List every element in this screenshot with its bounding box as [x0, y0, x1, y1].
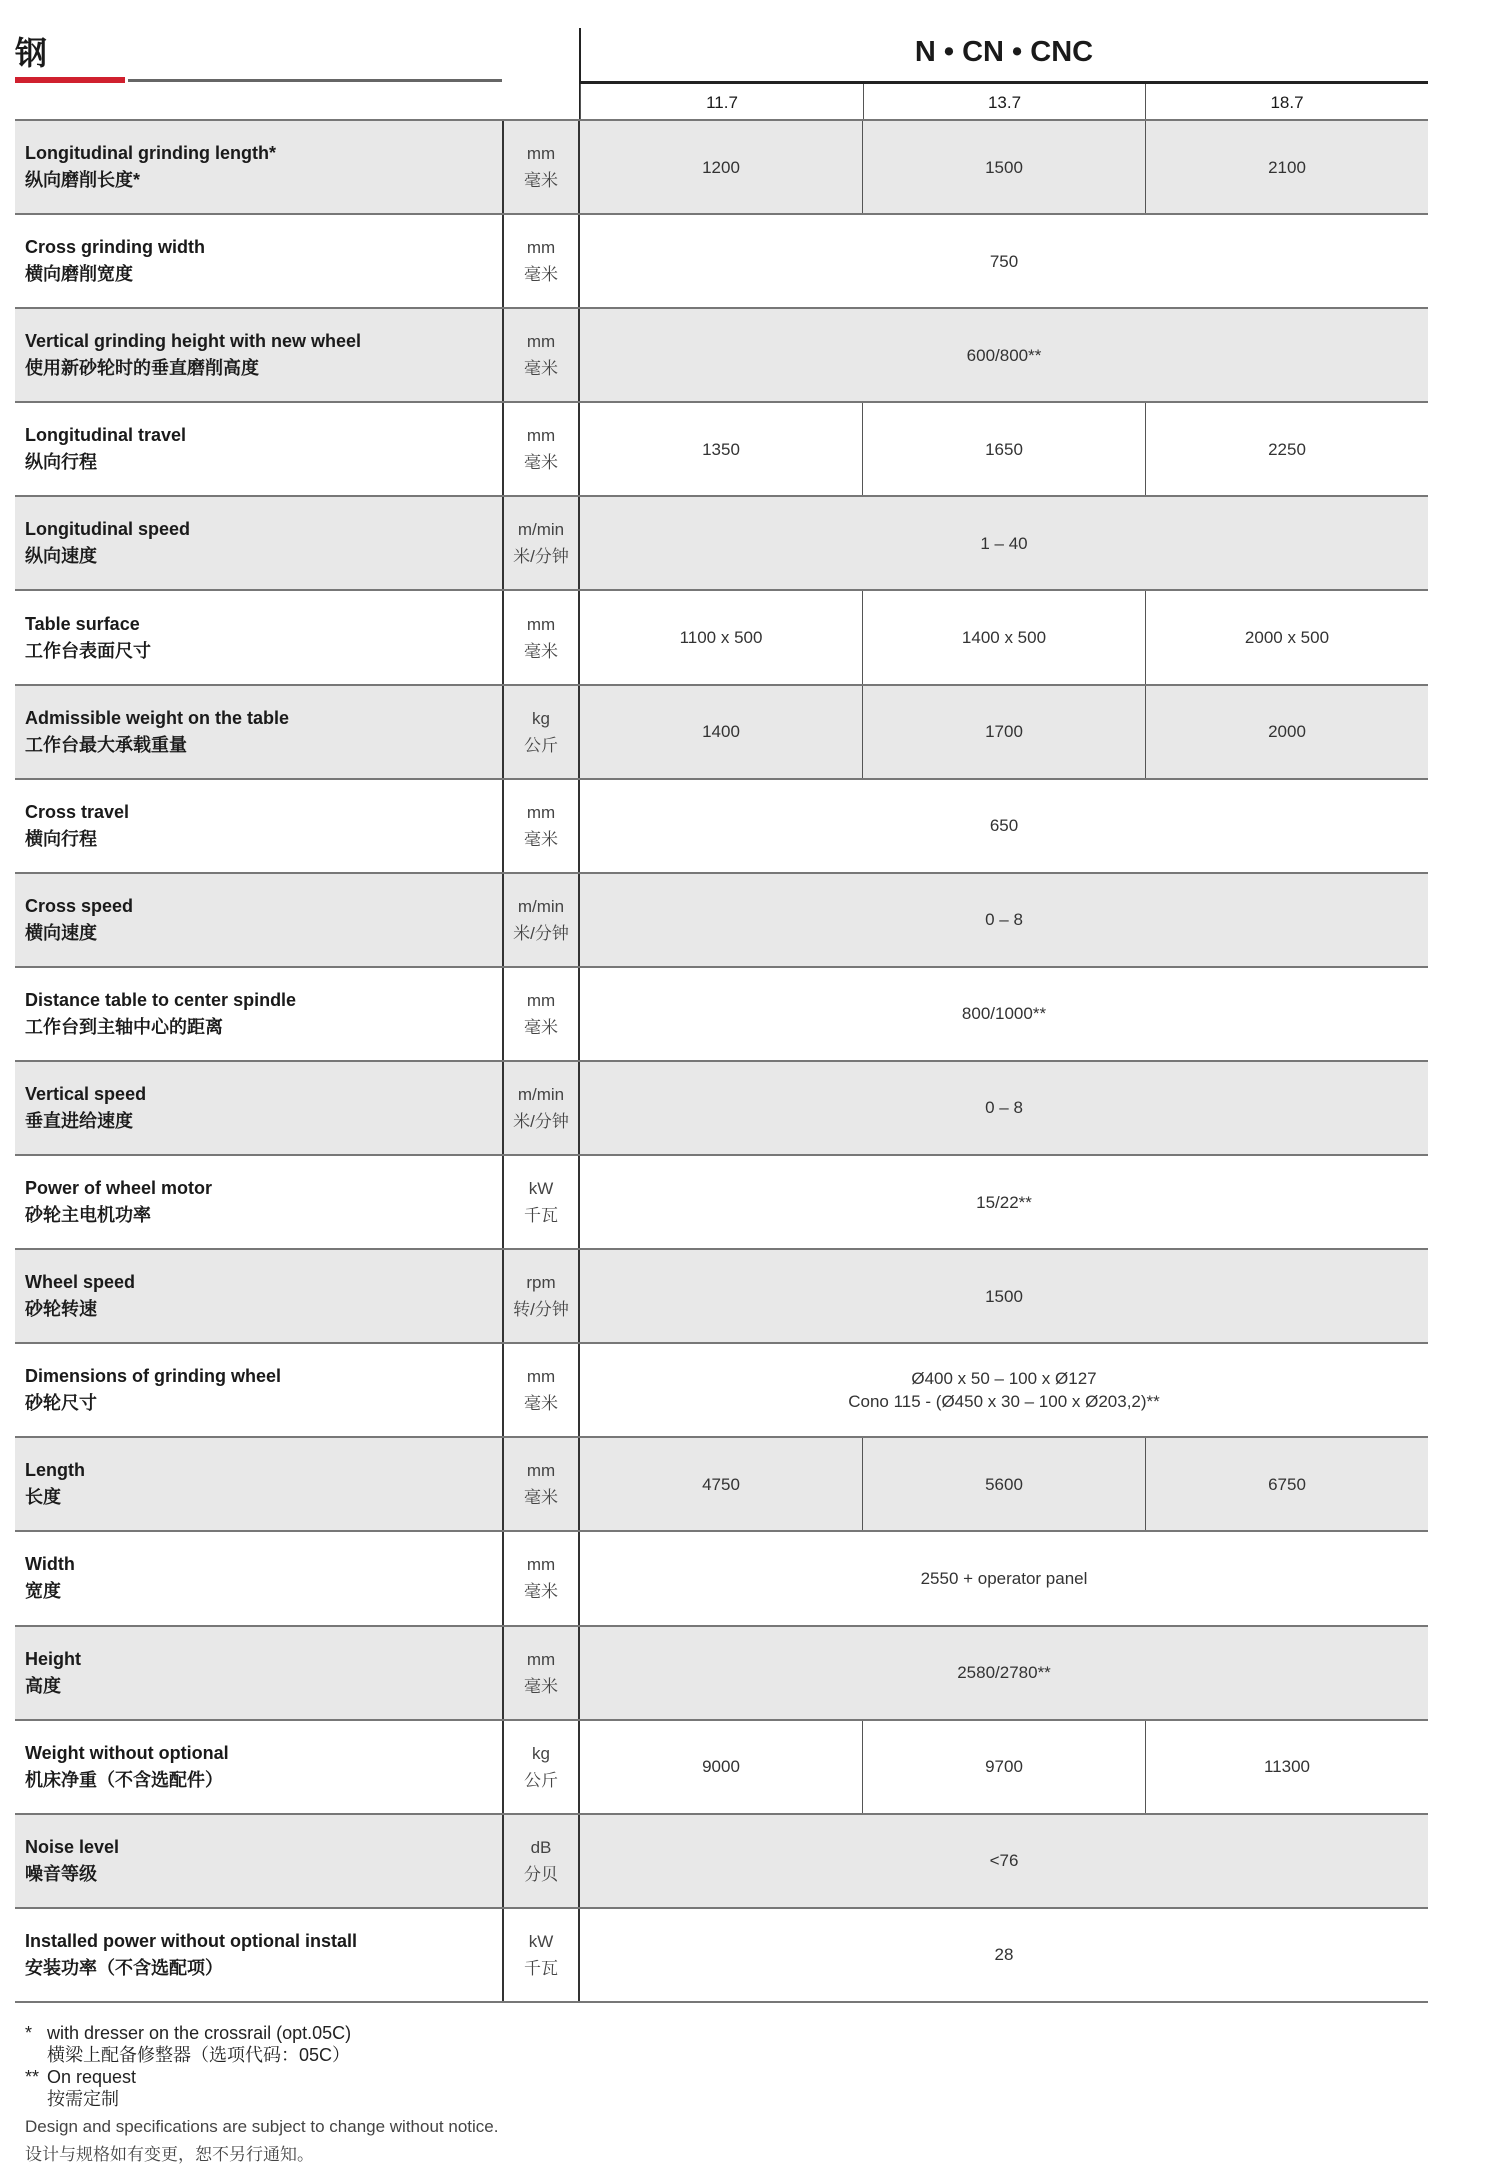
spec-values	[580, 309, 1428, 401]
table-row	[15, 1156, 1428, 1250]
spec-values	[580, 1532, 1428, 1624]
unit-en: mm	[526, 1461, 556, 1481]
table-row	[15, 215, 1428, 309]
unit-en: m/min	[517, 1084, 565, 1104]
footnote-text: 横梁上配备修整器（选项代码：05C）	[47, 2045, 351, 2065]
table-row	[15, 968, 1428, 1062]
unit-zh: 转/分钟	[513, 1300, 569, 1320]
spec-label-zh: 工作台到主轴中心的距离	[25, 1016, 223, 1037]
unit-en: mm	[526, 426, 556, 446]
spec-values	[580, 1721, 1428, 1813]
unit-zh: 毫米	[524, 1017, 558, 1037]
table-row	[15, 1532, 1428, 1626]
spec-label-en: Noise level	[25, 1836, 120, 1857]
spec-value: 11300	[1145, 1721, 1428, 1813]
spec-label-en: Power of wheel motor	[25, 1178, 213, 1199]
spec-value: 15/22**	[976, 1192, 1032, 1212]
spec-values	[580, 591, 1428, 683]
spec-unit	[502, 1627, 580, 1719]
unit-zh: 毫米	[524, 1676, 558, 1696]
spec-label	[15, 1062, 502, 1154]
spec-unit	[502, 121, 580, 213]
unit-zh: 公斤	[524, 1770, 558, 1790]
spec-label	[15, 1156, 502, 1248]
spec-label-zh: 长度	[25, 1487, 61, 1508]
spec-value: 1350	[702, 439, 740, 459]
spec-value: 1200	[702, 157, 740, 177]
spec-value: 2580/2780**	[957, 1663, 1051, 1683]
spec-label-en: Length	[25, 1460, 85, 1481]
title-accent-bar	[15, 77, 125, 83]
unit-en: kg	[532, 1743, 550, 1763]
spec-unit	[502, 1250, 580, 1342]
table-row	[15, 874, 1428, 968]
spec-value: 2250	[1145, 403, 1428, 495]
spec-label-zh: 纵向行程	[25, 452, 97, 473]
disclaimer-zh: 设计与规格如有变更，恕不另行通知。	[25, 2145, 314, 2164]
table-row	[15, 1721, 1428, 1815]
spec-unit	[502, 874, 580, 966]
spec-label-zh: 垂直进给速度	[25, 1110, 133, 1131]
spec-label-zh: 纵向速度	[25, 546, 97, 567]
spec-unit	[502, 403, 580, 495]
unit-zh: 米/分钟	[513, 547, 569, 567]
spec-label	[15, 403, 502, 495]
spec-label	[15, 497, 502, 589]
unit-en: mm	[526, 1649, 556, 1669]
spec-unit	[502, 1156, 580, 1248]
unit-en: mm	[526, 990, 556, 1010]
model-column-header: 18.7	[1145, 84, 1428, 121]
spec-label-en: Dimensions of grinding wheel	[25, 1366, 282, 1387]
footnotes	[25, 2022, 498, 2166]
table-row	[15, 497, 1428, 591]
unit-en: mm	[526, 614, 556, 634]
spec-label-en: Width	[25, 1554, 75, 1575]
spec-label-zh: 横向行程	[25, 828, 97, 849]
spec-unit	[502, 780, 580, 872]
spec-label-zh: 噪音等级	[25, 1863, 97, 1884]
unit-zh: 米/分钟	[513, 923, 569, 943]
unit-en: mm	[526, 1555, 556, 1575]
spec-unit	[502, 1721, 580, 1813]
spec-label	[15, 780, 502, 872]
unit-en: mm	[526, 332, 556, 352]
footnote-text: 按需定制	[47, 2089, 119, 2109]
spec-value: 1 – 40	[980, 533, 1028, 553]
spec-values	[580, 968, 1428, 1060]
spec-label-zh: 砂轮转速	[25, 1299, 97, 1320]
spec-value: 4750	[702, 1474, 740, 1494]
spec-unit	[502, 1062, 580, 1154]
spec-values	[580, 1815, 1428, 1907]
spec-label	[15, 121, 502, 213]
spec-label-en: Cross grinding width	[25, 237, 205, 258]
unit-zh: 毫米	[524, 359, 558, 379]
spec-value: 1700	[862, 686, 1145, 778]
table-row	[15, 121, 1428, 215]
spec-label-en: Vertical grinding height with new wheel	[25, 331, 362, 352]
spec-values	[580, 1156, 1428, 1248]
spec-label	[15, 1532, 502, 1624]
spec-values	[580, 874, 1428, 966]
unit-en: mm	[526, 238, 556, 258]
spec-value: 600/800**	[966, 345, 1042, 365]
spec-value: 650	[989, 816, 1019, 836]
spec-values	[580, 1062, 1428, 1154]
unit-zh: 毫米	[524, 171, 558, 191]
unit-zh: 千瓦	[524, 1206, 558, 1226]
footnote-text: On request	[47, 2067, 137, 2087]
spec-value: 2100	[1145, 121, 1428, 213]
page-title: 钢	[15, 35, 48, 71]
disclaimer: Design and specifications are subject to change without notice.	[25, 2117, 499, 2136]
spec-value: 6750	[1145, 1438, 1428, 1530]
spec-label-en: Admissible weight on the table	[25, 707, 290, 728]
spec-unit	[502, 591, 580, 683]
spec-value: 5600	[862, 1438, 1145, 1530]
unit-zh: 公斤	[524, 735, 558, 755]
footnote-mark: **	[25, 2067, 40, 2087]
spec-label-en: Distance table to center spindle	[25, 989, 297, 1010]
unit-en: m/min	[517, 896, 565, 916]
spec-label-zh: 砂轮尺寸	[25, 1393, 97, 1414]
spec-unit	[502, 1532, 580, 1624]
spec-label-en: Longitudinal grinding length*	[25, 143, 276, 164]
spec-label-zh: 机床净重（不含选配件）	[25, 1769, 223, 1790]
unit-zh: 毫米	[524, 829, 558, 849]
spec-values	[580, 215, 1428, 307]
spec-value: 2000	[1145, 686, 1428, 778]
spec-values	[580, 403, 1428, 495]
unit-en: kg	[532, 708, 550, 728]
spec-value: 1400	[702, 722, 740, 742]
spec-unit	[502, 1909, 580, 2001]
model-column-header: 11.7	[580, 84, 863, 121]
spec-value: 1400 x 500	[862, 591, 1145, 683]
spec-value: 1650	[862, 403, 1145, 495]
spec-values	[580, 1344, 1428, 1436]
spec-value: <76	[989, 1851, 1019, 1871]
spec-values	[580, 121, 1428, 213]
table-row	[15, 780, 1428, 874]
spec-label	[15, 1909, 502, 2001]
spec-unit	[502, 1438, 580, 1530]
title-underline	[128, 79, 502, 82]
unit-zh: 分贝	[524, 1864, 558, 1884]
spec-value: 1500	[985, 1286, 1023, 1306]
table-row	[15, 1438, 1428, 1532]
spec-label-en: Weight without optional	[25, 1742, 229, 1763]
spec-label	[15, 1627, 502, 1719]
table-row	[15, 686, 1428, 780]
unit-zh: 毫米	[524, 265, 558, 285]
spec-label	[15, 1721, 502, 1813]
spec-value: 0 – 8	[985, 910, 1023, 930]
spec-values	[580, 780, 1428, 872]
spec-unit	[502, 686, 580, 778]
model-series-header: N • CN • CNC	[914, 36, 1094, 68]
spec-label	[15, 686, 502, 778]
unit-en: kW	[528, 1931, 554, 1951]
spec-unit	[502, 497, 580, 589]
spec-label	[15, 1344, 502, 1436]
spec-label-zh: 横向磨削宽度	[25, 264, 133, 285]
spec-label	[15, 1250, 502, 1342]
table-row	[15, 1815, 1428, 1909]
spec-value: 0 – 8	[985, 1098, 1023, 1118]
spec-unit	[502, 309, 580, 401]
spec-label-en: Longitudinal travel	[25, 425, 187, 446]
table-row	[15, 1909, 1428, 2003]
spec-label-en: Cross speed	[25, 895, 134, 916]
spec-value: 1100 x 500	[679, 628, 763, 648]
spec-values	[580, 1909, 1428, 2001]
spec-label-zh: 纵向磨削长度*	[25, 170, 141, 191]
spec-label-zh: 安装功率（不含选配项）	[25, 1957, 223, 1978]
spec-value: 9700	[862, 1721, 1145, 1813]
spec-label	[15, 215, 502, 307]
spec-values	[580, 686, 1428, 778]
table-row	[15, 1250, 1428, 1344]
spec-value: Ø400 x 50 – 100 x Ø127 Cono 115 - (Ø450 x 30 – 100 x Ø203,2)**	[848, 1369, 1160, 1412]
spec-label-zh: 工作台表面尺寸	[25, 640, 151, 661]
spec-label	[15, 1438, 502, 1530]
unit-zh: 毫米	[524, 1394, 558, 1414]
unit-zh: 米/分钟	[513, 1111, 569, 1131]
unit-en: mm	[526, 144, 556, 164]
spec-value: 9000	[702, 1757, 740, 1777]
spec-label-zh: 横向速度	[25, 922, 97, 943]
spec-values	[580, 497, 1428, 589]
spec-values	[580, 1250, 1428, 1342]
table-row	[15, 1344, 1428, 1438]
spec-label	[15, 591, 502, 683]
table-row	[15, 591, 1428, 685]
unit-en: m/min	[517, 520, 565, 540]
spec-values	[580, 1627, 1428, 1719]
spec-label-zh: 砂轮主电机功率	[25, 1205, 151, 1226]
spec-value: 800/1000**	[961, 1004, 1047, 1024]
spec-value: 28	[994, 1945, 1014, 1965]
unit-en: mm	[526, 1367, 556, 1387]
spec-unit	[502, 1815, 580, 1907]
model-column-header: 13.7	[863, 84, 1145, 121]
spec-label-zh: 高度	[25, 1675, 61, 1696]
table-row	[15, 1062, 1428, 1156]
table-row	[15, 1627, 1428, 1721]
unit-zh: 千瓦	[524, 1958, 558, 1978]
spec-label	[15, 968, 502, 1060]
spec-label	[15, 1815, 502, 1907]
footnote-mark: *	[25, 2023, 33, 2043]
unit-zh: 毫米	[524, 453, 558, 473]
spec-label-zh: 宽度	[25, 1581, 61, 1602]
spec-value: 750	[989, 251, 1019, 271]
spec-label-en: Installed power without optional install	[25, 1930, 358, 1951]
spec-label-en: Height	[25, 1648, 81, 1669]
spec-value: 2000 x 500	[1145, 591, 1428, 683]
spec-unit	[502, 968, 580, 1060]
footnote-text: with dresser on the crossrail (opt.05C)	[47, 2023, 352, 2043]
spec-value: 1500	[862, 121, 1145, 213]
unit-en: rpm	[526, 1273, 556, 1293]
table-row	[15, 309, 1428, 403]
spec-label-zh: 工作台最大承载重量	[25, 734, 187, 755]
unit-en: kW	[528, 1179, 554, 1199]
spec-unit	[502, 215, 580, 307]
unit-zh: 毫米	[524, 641, 558, 661]
unit-zh: 毫米	[524, 1488, 558, 1508]
spec-values	[580, 1438, 1428, 1530]
table-row	[15, 403, 1428, 497]
spec-label-en: Vertical speed	[25, 1083, 147, 1104]
spec-label-zh: 使用新砂轮时的垂直磨削高度	[25, 358, 259, 379]
spec-unit	[502, 1344, 580, 1436]
unit-zh: 毫米	[524, 1582, 558, 1602]
spec-label	[15, 309, 502, 401]
spec-label-en: Wheel speed	[25, 1272, 136, 1293]
unit-en: mm	[526, 802, 556, 822]
spec-label-en: Table surface	[25, 613, 140, 634]
spec-table	[15, 121, 1428, 2003]
spec-label	[15, 874, 502, 966]
spec-label-en: Longitudinal speed	[25, 519, 190, 540]
unit-en: dB	[530, 1837, 552, 1857]
spec-value: 2550 + operator panel	[920, 1568, 1088, 1588]
spec-label-en: Cross travel	[25, 801, 130, 822]
